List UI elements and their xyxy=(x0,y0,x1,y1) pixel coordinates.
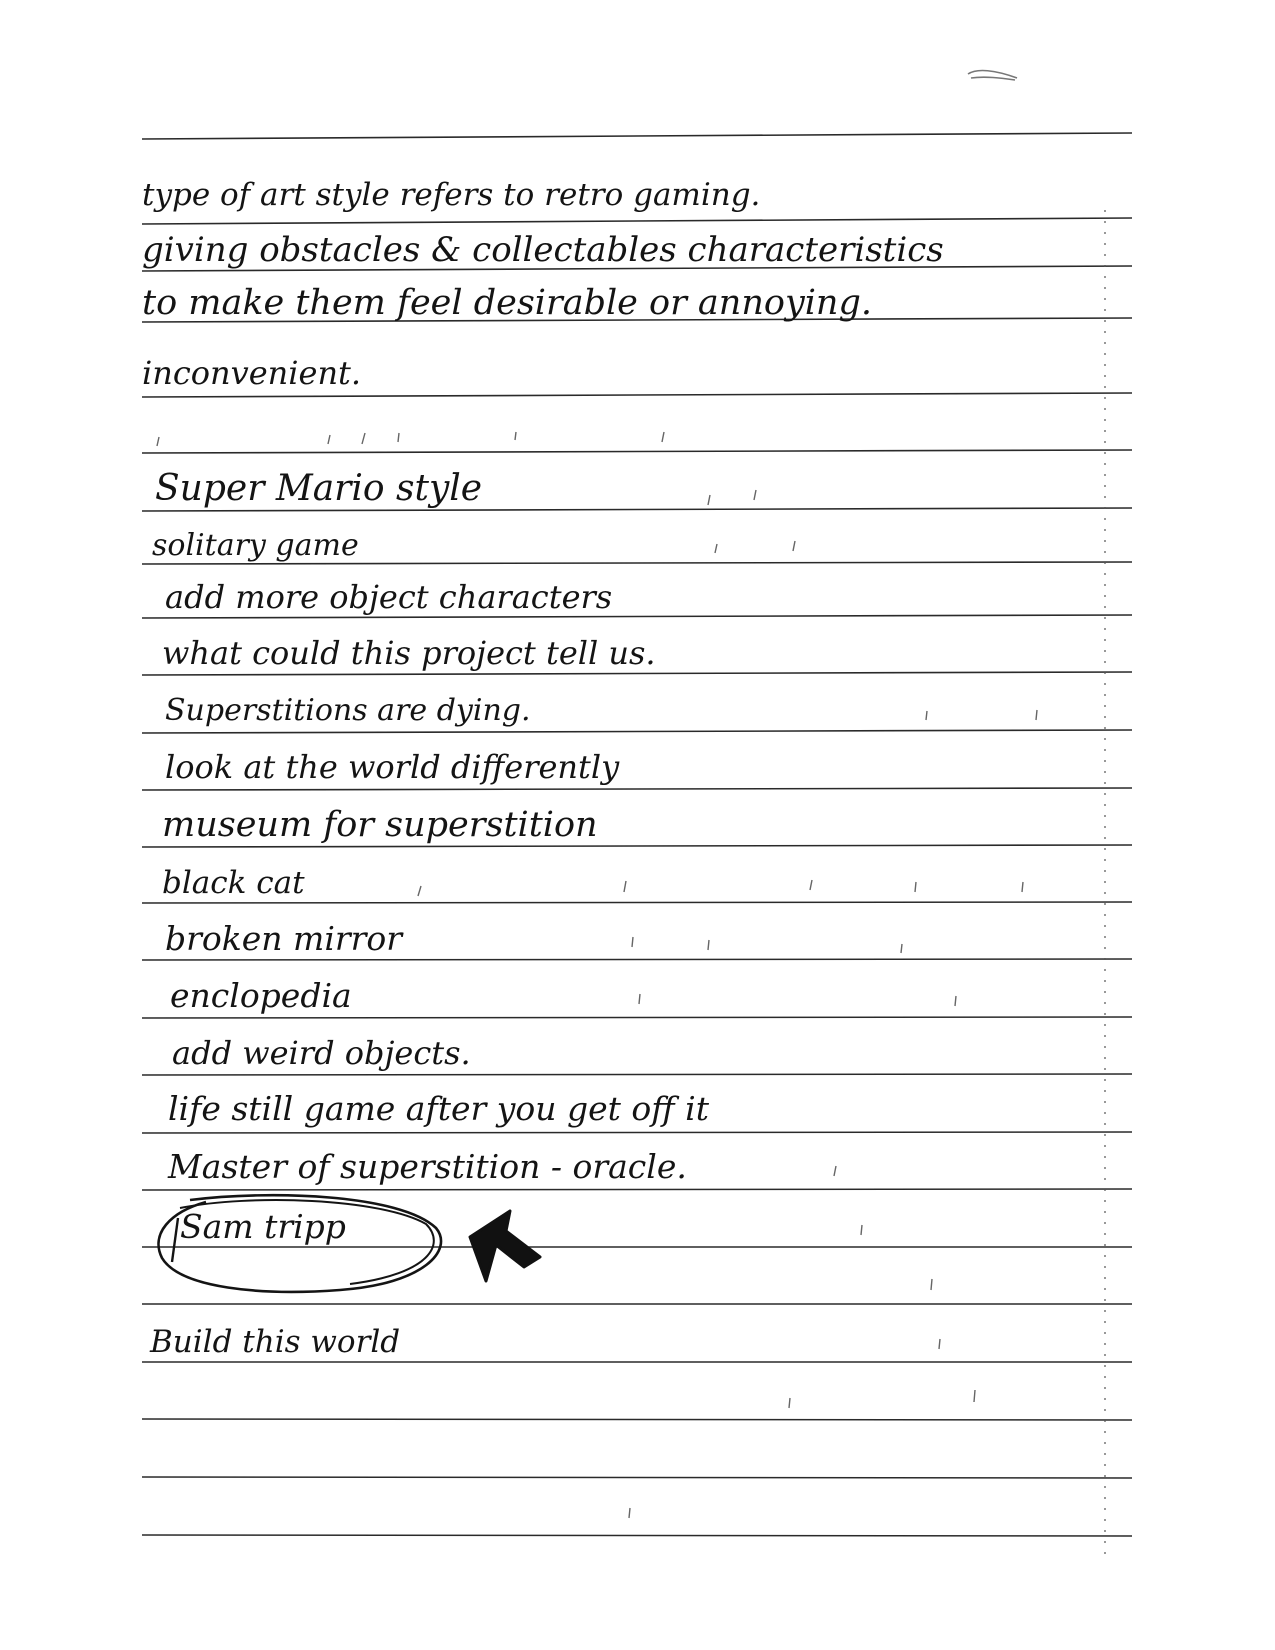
note-line-7: add more object characters xyxy=(165,578,613,616)
note-line-17: Master of superstition - oracle. xyxy=(168,1147,687,1186)
note-line-14: enclopedia xyxy=(170,976,352,1015)
note-line-10: look at the world differently xyxy=(165,748,620,786)
note-line-5: Super Mario style xyxy=(155,468,483,509)
note-line-15: add weird objects. xyxy=(172,1034,471,1072)
note-line-2: giving obstacles & collectables characteristics xyxy=(142,230,944,270)
note-line-6: solitary game xyxy=(152,528,359,563)
note-line-18: Sam tripp xyxy=(180,1207,346,1246)
note-line-13: broken mirror xyxy=(165,919,403,958)
name-circle xyxy=(150,1188,460,1298)
note-line-4: inconvenient. xyxy=(142,354,362,392)
note-line-1: type of art style refers to retro gaming. xyxy=(142,177,761,213)
note-line-3: to make them feel desirable or annoying. xyxy=(142,283,872,323)
note-line-8: what could this project tell us. xyxy=(162,634,656,672)
note-line-12: black cat xyxy=(162,865,305,901)
pointer-arrow-icon xyxy=(460,1205,550,1295)
note-line-16: life still game after you get off it xyxy=(168,1089,709,1128)
note-line-9: Superstitions are dying. xyxy=(165,693,531,728)
note-line-11: museum for superstition xyxy=(162,805,598,845)
note-line-19: Build this world xyxy=(150,1324,401,1360)
